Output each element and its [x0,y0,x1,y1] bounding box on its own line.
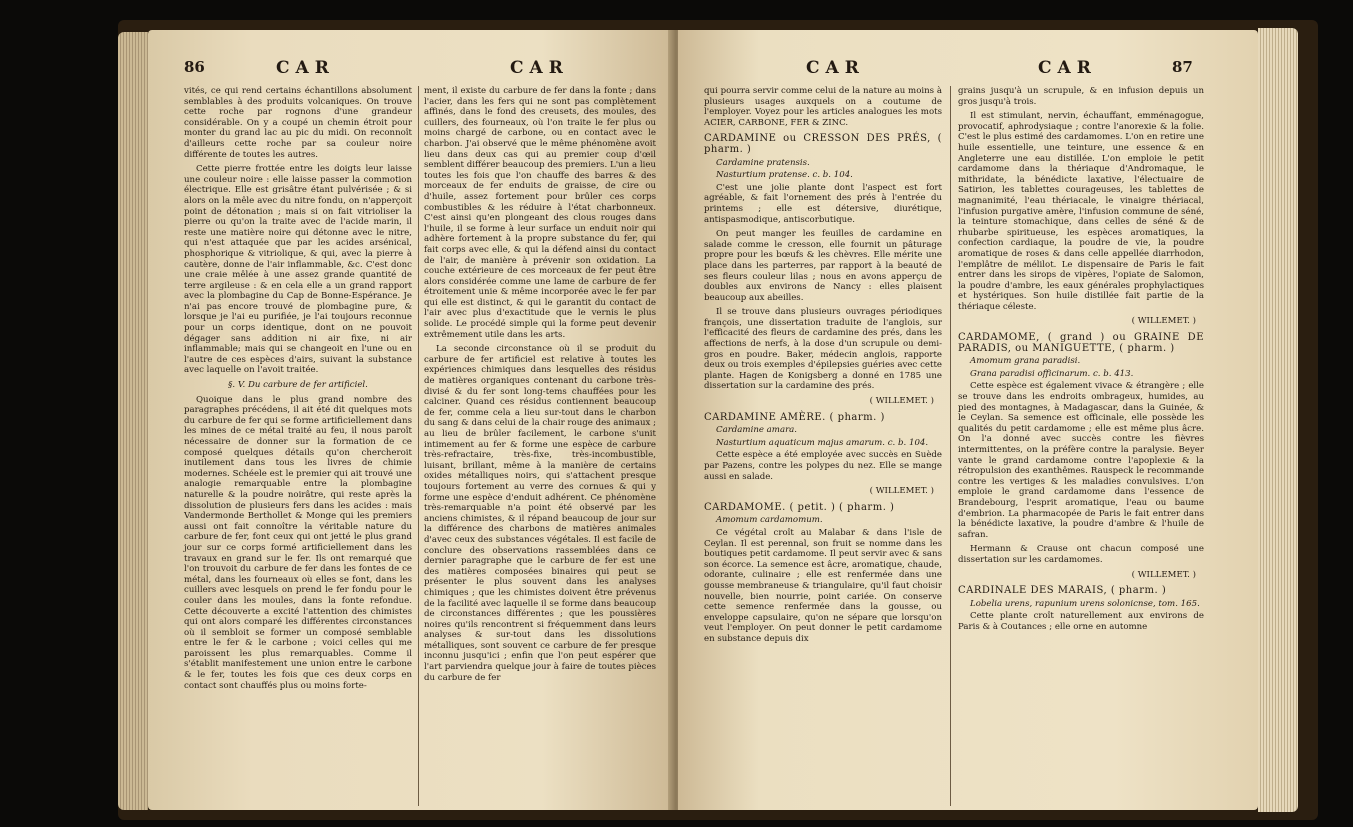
column-rule [950,86,951,806]
column-rule [418,86,419,806]
paragraph: Cette espèce a été employée avec succès en Suède par Pazens, contre les polypes du nez. Elle se mange aussi en salade. [704,450,942,482]
latin-name: Grana paradisi officinarum. c. b. 413. [970,368,1134,379]
right-page [678,30,1258,810]
paragraph: Ce végétal croît au Malabar & dans l'isle de Ceylan. Il est perennal, son fruit se nomme dans les boutiques petit cardamome. Il peut servir avec & sans son écorce. La semence est âcre, aromatique, chaude, odorante, culinaire ; elle est renfermée dans une gousse membraneuse & triangulaire, qu'il faut choisir nouvelle, bien nourrie, point cariée. On conserve cette semence renfermée dans la gousse, ou enveloppe capsulaire, qu'on ne sépare que lorsqu'on veut l'employer. On peut donner le petit cardamome en substance depuis dix [704,527,942,644]
left-header-col2: CAR [510,58,569,78]
left-header-col1: CAR [276,58,335,78]
latin-name: Nasturtium pratense. c. b. 104. [716,170,853,181]
paragraph: Quoique dans le plus grand nombre des paragraphes précédens, il ait été dit quelques mots du carbure de fer qui se forme artificiellement dans les mines de ce métal traité au feu, il nous paroît nécessaire de donner sur la formation de ce composé quelques détails qu'on chercheroit inutilement dans tous les livres de chimie modernes. Schéele est le premier qui ait trouvé une analogie remarquable entre la plombagine naturelle & la poudre noirâtre, qui reste après la dissolution de plusieurs fers dans les acides : mais Vandermonde Berthollet & Monge qui les premiers aussi ont fait connoître la véritable nature du carbure de fer, font ceux qui ont jetté le plus grand jour sur ce corps formé artificiellement dans les travaux en grand sur le fer. Ils ont remarqué que l'on trouvoit du carbure de fer dans les fontes de ce métal, dans les fourneaux où elles se font, dans les cuillers avec lesquels on prend le fer fondu pour le couler dans les moules, dans la fonte refondue. Cette découverte a excité l'attention des chimistes qui ont alors comparé les différentes circonstances où il sembloit se former un composé semblable entre le fer & le carbone ; voici celles qui me paroissent les plus remarquables. Comme il s'établit manifestement une union entre le carbone & le fer, toutes les fois que ces deux corps en contact sont chauffés plus ou moins forte- [184,394,412,691]
paragraph: On peut manger les feuilles de cardamine en salade comme le cresson, elle fournit un pâturage propre pour les bœufs & les chèvres. Elle mérite une place dans les parterres, par rapport à la beauté de ses fleurs couleur lilas ; nous en avons apperçu de doubles aux environs de Nancy : elles plaisent beaucoup aux abeilles. [704,229,942,303]
paragraph: Il se trouve dans plusieurs ouvrages périodiques françois, une dissertation traduite de l'anglois, sur l'efficacité des fleurs de cardamine des prés, dans les affections de nerfs, à la dose d'un scrupule ou demi-gros en poudre. Baker, médecin anglois, rapporte deux ou trois exemples d'épilepsies guéries avec cette plante. Hagen de Konigsberg a donné en 1785 une dissertation sur la cardamine des prés. [704,307,942,392]
paragraph: Cette plante croît naturellement aux environs de Paris & à Coutances ; elle orne en automne [958,611,1204,632]
entry-title: CARDAMOME, ( grand ) ou GRAINE DE PARADIS, ou MANIGUETTE, ( pharm. ) [958,332,1204,354]
paragraph: Cette pierre frottée entre les doigts leur laisse une couleur noire : elle laisse passer la commotion électrique. Elle est grisâtre étant pulvérisée ; & si alors on la mêle avec du nitre fondu, on n'apperçoit point de détonation ; mais si on fait vitrioliser la pierre ou qu'on la traite avec de l'acide marin, il reste une matière noire qui détonne avec le nitre, qui n'est attaquée que par les acides arsénical, phosphorique & vitriolique, & qui, avec la pierre à cautère, donne de l'air inflammable, &c. C'est donc une craie mêlée à une assez grande quantité de terre argileuse : & en cela elle a un grand rapport avec la plombagine du Cap de Bonne-Espérance. Je n'ai pas encore trouvé de plombagine pure, & lorsque je l'ai eu purifiée, je l'ai toujours reconnue pour un corps identique, dont on ne pouvoit dégager sans addition ni air fixe, ni air inflammable; mais qui se changeoit en l'une ou en l'autre de ces espèces d'airs, suivant la substance avec laquelle on l'avoit traitée. [184,164,412,376]
left-column-1 [184,86,412,695]
section-heading: §. V. Du carbure de fer artificiel. [228,380,368,391]
latin-name: Amomum cardamomum. [716,515,823,526]
latin-name: Amomum grana paradisi. [970,356,1081,367]
right-column-2 [958,86,1204,637]
right-page-number: 87 [1172,58,1193,76]
right-column-1 [704,86,942,649]
right-header-col1: CAR [806,58,865,78]
entry-title: CARDAMINE AMÈRE. ( pharm. ) [704,411,885,423]
paragraph: C'est une jolie plante dont l'aspect est fort agréable, & fait l'ornement des prés à l'entrée du printems ; elle est détersive, diurétique, antispasmodique, antiscorbutique. [704,182,942,225]
paragraph: Hermann & Crause ont chacun composé une dissertation sur les cardamomes. [958,544,1204,565]
entry-title: CARDAMINE ou CRESSON DES PRÉS, ( pharm. ) [704,133,942,155]
right-header-col2: CAR [1038,58,1097,78]
author-signature: ( WILLEMET. ) [869,486,934,497]
entry-title: CARDINALE DES MARAIS, ( pharm. ) [958,585,1167,597]
author-signature: ( WILLEMET. ) [1131,316,1196,327]
latin-name: Nasturtium aquaticum majus amarum. c. b. 104. [716,437,929,448]
left-column-2 [424,86,656,687]
author-signature: ( WILLEMET. ) [1131,569,1196,580]
left-page [148,30,673,810]
paragraph: Il est stimulant, nervin, échauffant, emménagogue, provocatif, aphrodysiaque ; contre l'anorexie & la folie. C'est le plus estimé des cardamomes. L'on en retire une huile essentielle, une teinture, une essence & en Angleterre une eau distillée. L'on emploie le petit cardamome dans la thériaque d'Andromaque, le mithridate, la bénédicte laxative, l'électuaire de Satirion, les tablettes courageuses, les tablettes de magnanimité, l'eau thériacale, le vinaigre thériacal, l'infusion purgative amère, l'infusion commune de séné, la teinture stomachique, dans celles de séné & de rhubarbe spiritueuse, les espèces aromatiques, la confection cardiaque, la poudre de vie, la poudre aromatique de roses & dans celle appellée diarrhodon, l'emplâtre de mélilot. Le dispensaire de Paris le fait entrer dans les sirops de vipères, l'opiate de Salomon, la poudre d'ambre, les eaux générales prophylactiques et hystériques. Son huile distillée fait partie de la thériaque céleste. [958,111,1204,312]
entry-title: CARDAMOME. ( petit. ) ( pharm. ) [704,501,895,513]
right-page-edges [1258,28,1298,812]
left-page-edges [118,32,148,810]
left-page-number: 86 [184,58,205,76]
paragraph: grains jusqu'à un scrupule, & en infusion depuis un gros jusqu'à trois. [958,86,1204,107]
latin-name: Lobelia urens, rapunium urens solonicnse, tom. 165. [970,598,1200,609]
latin-name: Cardamine pratensis. [716,157,810,168]
paragraph: ment, il existe du carbure de fer dans la fonte ; dans l'acier, dans les fers qui ne sont pas complètement affinés, dans le fond des creusets, des moules, des cuillers, des fourneaux, où l'on traite le fer plus ou moins chargé de carbone, ou en contact avec le charbon. J'ai observé que le même phénomène avoit lieu dans deux cas qui au premier coup d'œil semblent différer beaucoup des premiers. L'un a lieu toutes les fois que l'on chauffe des barres & des morceaux de fer enduits de graisse, de cire ou d'huile, assez fortement pour brûler ces corps combustibles & les réduire à l'état charbonneux. C'est ainsi qu'en plongeant des clous rouges dans l'huile, il se forme à leur surface un enduit noir qui adhère fortement à la propre substance du fer, qui fait corps avec elle, & qui la défend ainsi du contact de l'air, de manière à prévenir son oxidation. La couche extérieure de ces morceaux de fer peut être alors considérée comme une lame de carbure de fer étroitement unie & même incorporée avec le fer par qui elle est distinct, & qui le garantit du contact de l'air avec plus d'exactitude que le vernis le plus solide. Le procédé simple qui la forme peut devenir extrêmement utile dans les arts. [424,86,656,340]
paragraph: vités, ce qui rend certains échantillons absolument semblables à des produits volcaniques. On trouve cette roche par rognons d'une grandeur considérable. On y a coupé un chemin étroit pour monter du grand lac au pic du midi. On reconnoît d'ailleurs cette roche par sa couleur noire différente de toutes les autres. [184,86,412,160]
paragraph: Cette espèce est également vivace & étrangère ; elle se trouve dans les endroits ombrageux, humides, au pied des montagnes, à Madagascar, dans la Guinée, & le Ceylan. Sa semence est officinale, elle possède les qualités du petit cardamome ; elle est même plus âcre. On l'a donné avec succès contre les fièvres intermittentes, on la préfère contre la paralysie. Beyer vante le grand cardamome contre l'apoplexie & la rétropulsion des exanthêmes. Rauspeck le recommande contre les vertiges & les maladies convulsives. L'on emploie le grand cardamome dans l'essence de Brandebourg, l'esprit aromatique, l'eau ou baume d'embrion. La pharmacopée de Paris le fait entrer dans la bénédicte laxative, la poudre d'ambre & l'huile de safran. [958,381,1204,540]
paragraph: qui pourra servir comme celui de la nature au moins à plusieurs usages auxquels on a coutume de l'employer. Voyez pour les articles analogues les mots ACIER, CARBONE, FER & ZINC. [704,86,942,128]
paragraph: La seconde circonstance où il se produit du carbure de fer artificiel est relative à toutes les expériences chimiques dans lesquelles des résidus de matières organiques contenant du carbone très-divisé & du fer sont long-tems chauffées pour les calciner. Quand ces résidus contiennent beaucoup de fer, comme cela a lieu sur-tout dans le charbon du sang & dans celui de la chair rouge des animaux ; au lieu de brûler facilement, le carbone s'unit intimement au fer & forme une espèce de carbure très-refractaire, très-fixe, très-incombustible, luisant, brillant, même à la manière de certains oxides métalliques noirs, qui s'attachent presque toujours fortement au verre des cornues & qui y forme une espèce d'enduit adhérent. Ce phénomène très-remarquable n'a point été observé par les anciens chimistes, & il répand beaucoup de jour sur la différence des charbons de matières animales d'avec ceux des substances végétales. Il est facile de conclure des observations rassemblées dans ce dernier paragraphe que le carbure de fer est une des matières composées binaires qui peut se présenter le plus souvent dans les analyses chimiques ; que les chimistes doivent être prévenus de la facilité avec laquelle il se forme dans beaucoup de circonstances différentes ; que les poussières noires qu'ils rencontrent si fréquemment dans leurs analyses & sur-tout dans les dissolutions métalliques, sont souvent ce carbure de fer presque inconnu jusqu'ici ; enfin que l'on peut espérer que l'art parviendra quelque jour à faire de toutes pièces du carbure de fer [424,344,656,683]
author-signature: ( WILLEMET. ) [869,396,934,407]
latin-name: Cardamine amara. [716,425,798,436]
